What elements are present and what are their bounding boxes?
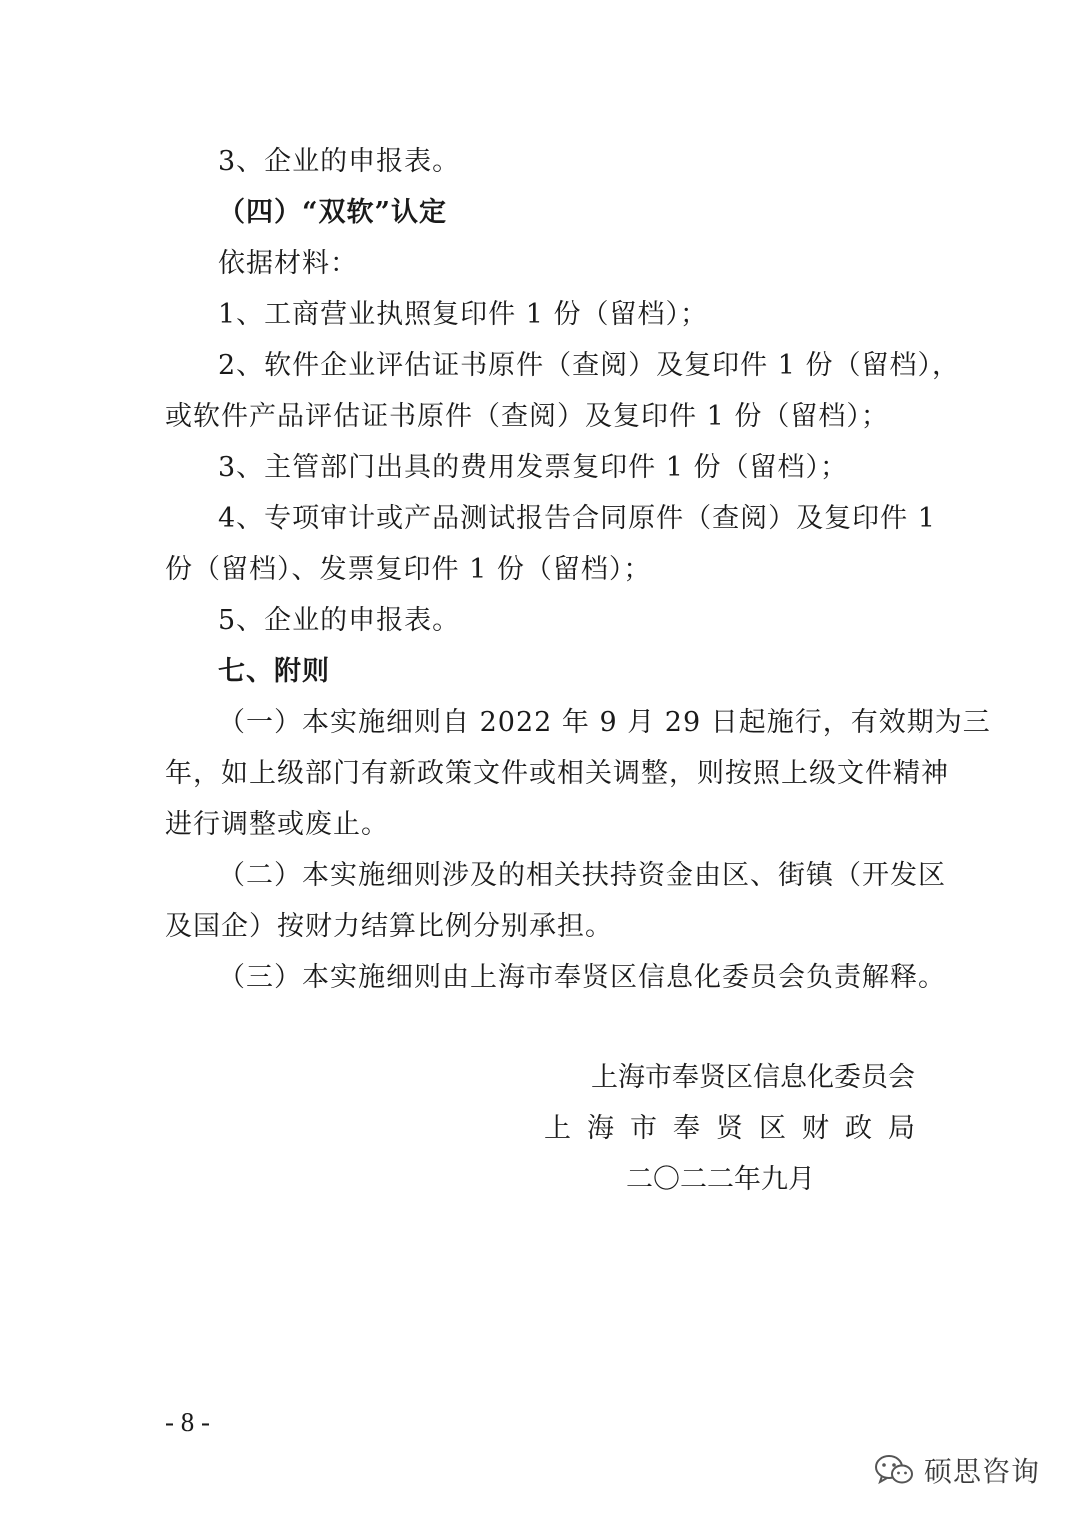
- paragraph-line: 3、企业的申报表。: [218, 146, 461, 177]
- paragraph-line: （一）本实施细则自 2022 年 9 月 29 日起施行，有效期为三: [218, 707, 991, 738]
- list-item: 1、工商营业执照复印件 1 份（留档）；: [218, 299, 709, 330]
- list-item-continuation: 或软件产品评估证书原件（查阅）及复印件 1 份（留档）；: [165, 401, 889, 432]
- list-item: 2、软件企业评估证书原件（查阅）及复印件 1 份（留档），: [218, 350, 961, 381]
- list-item-continuation: 份（留档）、发票复印件 1 份（留档）；: [165, 554, 652, 585]
- list-item: 5、企业的申报表。: [218, 605, 461, 636]
- paragraph-line: （三）本实施细则由上海市奉贤区信息化委员会负责解释。: [218, 962, 946, 993]
- list-item: 3、主管部门出具的费用发票复印件 1 份（留档）；: [218, 452, 849, 483]
- signature-date: 二〇二二年九月: [626, 1164, 815, 1195]
- watermark-text: 硕思咨询: [923, 1455, 1040, 1488]
- signature-org-informatization-committee: 上海市奉贤区信息化委员会: [591, 1062, 915, 1093]
- paragraph-line: 依据材料：: [218, 248, 358, 279]
- section-heading-supplementary: 七、附则: [218, 656, 330, 687]
- page-number: - 8 -: [165, 1407, 210, 1437]
- paragraph-line: （二）本实施细则涉及的相关扶持资金由区、街镇（开发区: [218, 860, 946, 891]
- section-heading-double-software: （四）“双软”认定: [218, 197, 448, 228]
- paragraph-line: 及国企）按财力结算比例分别承担。: [165, 911, 613, 942]
- paragraph-line: 年，如上级部门有新政策文件或相关调整，则按照上级文件精神: [165, 758, 949, 789]
- paragraph-line: 进行调整或废止。: [165, 809, 389, 840]
- watermark: [874, 1450, 1040, 1490]
- list-item: 4、专项审计或产品测试报告合同原件（查阅）及复印件 1: [218, 503, 936, 534]
- signature-org-finance-bureau: 上海市奉贤区财政局: [544, 1113, 931, 1144]
- wechat-icon: [874, 1453, 914, 1487]
